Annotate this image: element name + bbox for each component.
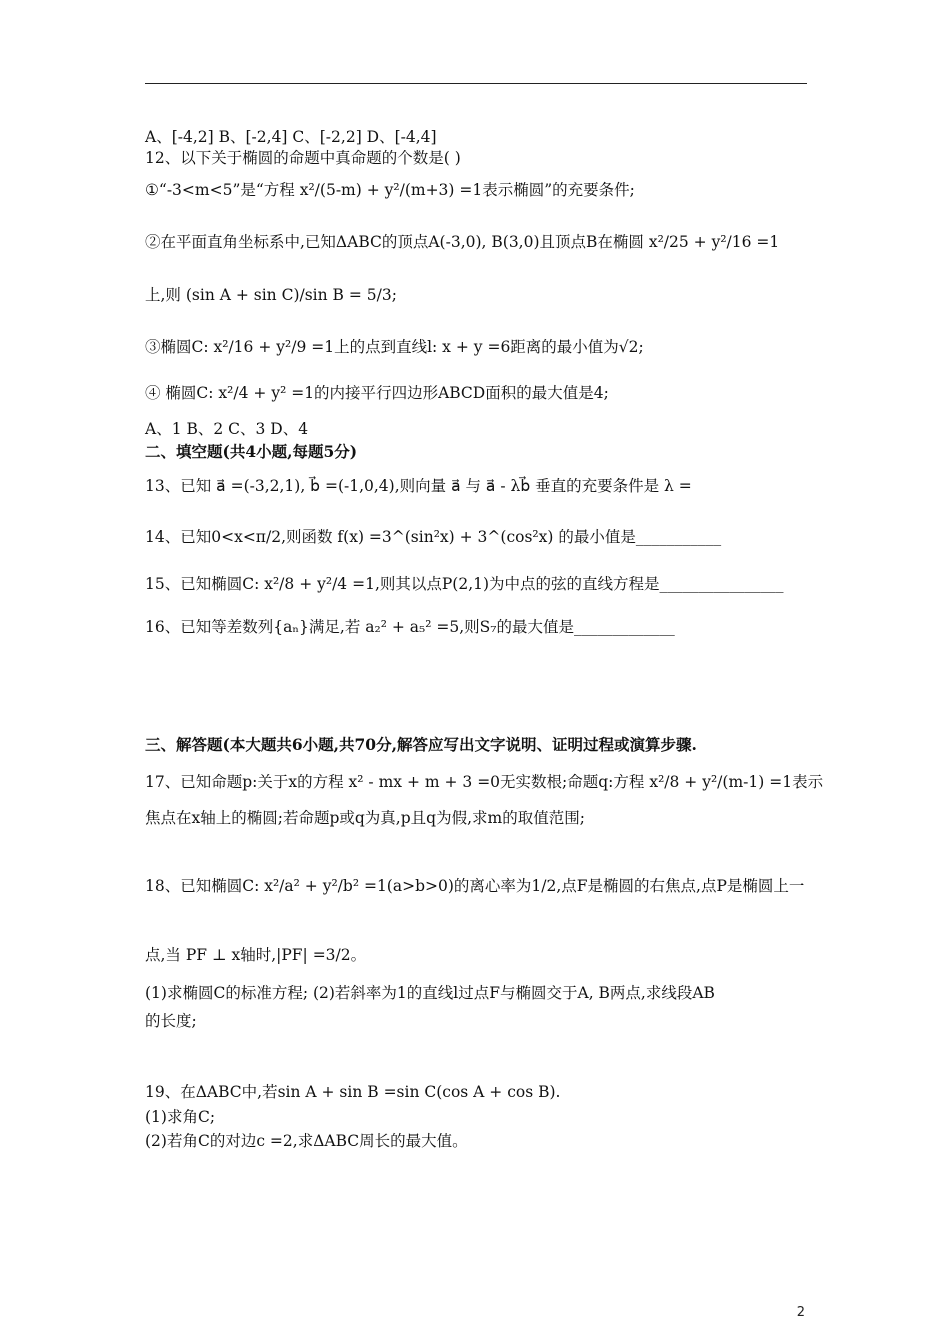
q12-options: A、1 B、2 C、3 D、4	[145, 420, 309, 438]
q19-part-2: (2)若角C的对边c =2,求ΔABC周长的最大值。	[145, 1132, 468, 1150]
q12-item-1: ①“-3<m<5”是“方程 x²/(5-m) + y²/(m+3) =1表示椭圆”的充要条件;	[145, 181, 635, 199]
section-2-heading: 二、填空题(共4小题,每题5分)	[145, 442, 358, 461]
q19: 19、在ΔABC中,若sin A + sin B =sin C(cos A + cos B).	[145, 1083, 561, 1101]
q18: 18、已知椭圆C: x²/a² + y²/b² =1(a>b>0)的离心率为1/2,点F是椭圆的右焦点,点P是椭圆上一	[145, 877, 805, 895]
page-number: 2	[796, 1305, 805, 1320]
q14: 14、已知0<x<π/2,则函数 f(x) =3^(sin²x) + 3^(cos²x) 的最小值是___________	[145, 528, 722, 546]
q18-parts: (1)求椭圆C的标准方程; (2)若斜率为1的直线l过点F与椭圆交于A, B两点,求线段AB	[145, 984, 715, 1002]
q15: 15、已知椭圆C: x²/8 + y²/4 =1,则其以点P(2,1)为中点的弦的直线方程是________________	[145, 575, 784, 593]
q12-stem: 12、以下关于椭圆的命题中真命题的个数是( )	[145, 149, 461, 167]
q12-item-2: ②在平面直角坐标系中,已知ΔABC的顶点A(-3,0), B(3,0)且顶点B在椭圆 x²/25 + y²/16 =1	[145, 233, 780, 251]
header-rule	[145, 83, 807, 84]
q17-cont: 焦点在x轴上的椭圆;若命题p或q为真,p且q为假,求m的取值范围;	[145, 809, 585, 827]
q18-cont: 点,当 PF ⊥ x轴时,|PF| =3/2。	[145, 946, 367, 964]
q18-parts-cont: 的长度;	[145, 1012, 197, 1030]
section-3-heading: 三、解答题(本大题共6小题,共70分,解答应写出文字说明、证明过程或演算步骤.	[145, 735, 697, 754]
q17: 17、已知命题p:关于x的方程 x² - mx + m + 3 =0无实数根;命题q:方程 x²/8 + y²/(m-1) =1表示	[145, 773, 824, 791]
q12-item-2-cont: 上,则 (sin A + sin C)/sin B = 5/3;	[145, 286, 397, 304]
q11-options: A、[-4,2] B、[-2,4] C、[-2,2] D、[-4,4]	[145, 128, 437, 146]
q12-item-3: ③椭圆C: x²/16 + y²/9 =1上的点到直线l: x + y =6距离的最小值为√2;	[145, 338, 644, 356]
q19-part-1: (1)求角C;	[145, 1108, 216, 1126]
q12-item-4: ④ 椭圆C: x²/4 + y² =1的内接平行四边形ABCD面积的最大值是4;	[145, 384, 609, 402]
q16: 16、已知等差数列{aₙ}满足,若 a₂² + a₅² =5,则S₇的最大值是_____________	[145, 618, 675, 636]
q13: 13、已知 a⃗ =(-3,2,1), b⃗ =(-1,0,4),则向量 a⃗ 与 a⃗ - λb⃗ 垂直的充要条件是 λ =	[145, 477, 692, 495]
